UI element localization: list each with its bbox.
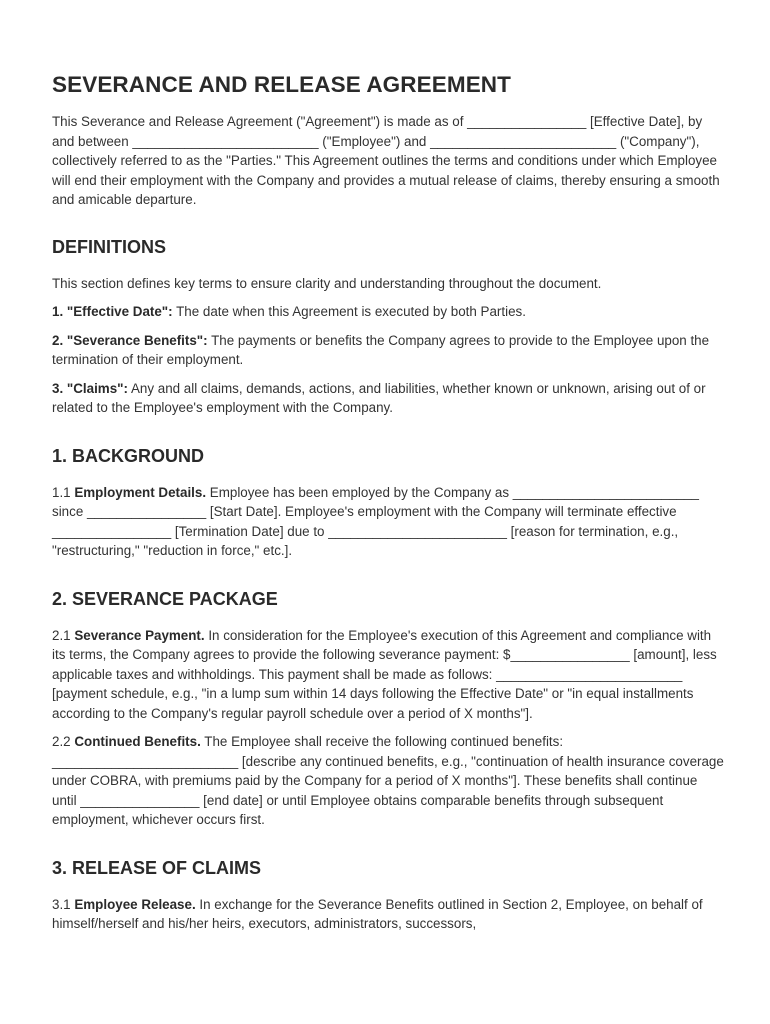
clause-term: Continued Benefits. (74, 734, 201, 749)
clause-paragraph (52, 483, 724, 561)
definitions-heading: DEFINITIONS (52, 236, 167, 257)
clause-term: Employee Release. (74, 896, 196, 912)
clause-paragraph (52, 895, 724, 934)
definition-term: 1. "Effective Date": (52, 304, 173, 319)
clause-text: In consideration for the Employee's execution of this Agreement and compliance with its terms, the Company agrees to provide the following severance payment: $________________ [amount], less applicable taxes and withholdings. This payment shall be made as follows: _________________________ [payment schedule, e.g., "in a lump sum within 14 days following the Effective Date" or "in equal installments according to the Company's regular payroll schedule over a period of X months"]. (52, 627, 717, 721)
clause-term: Employment Details. (74, 484, 207, 500)
definition-text: Any and all claims, demands, actions, and liabilities, whether known or unknown, arising out of or related to the Employee's employment with the Company. (52, 380, 706, 415)
release-heading: 3. RELEASE OF CLAIMS (52, 857, 262, 878)
clause-text: Employee has been employed by the Company as _________________________ since ________________ [Start Date]. Employee's employment with the Company will terminate effective ________________ [Termination Date] due to ________________________ [reason for termination, e.g., "restructuring," "reduction in force," etc.]. (52, 484, 699, 558)
severance-section (52, 589, 724, 830)
document-page (52, 72, 724, 943)
release-section (52, 858, 724, 934)
clause-paragraph (52, 732, 724, 830)
severance-heading: 2. SEVERANCE PACKAGE (52, 588, 278, 609)
definition-item (52, 302, 724, 322)
clause-text: The Employee shall receive the following continued benefits: _________________________ [describe any continued benefits, e.g., "continuation of health insurance coverage under COBRA, with premiums paid by the Company for a period of X months"]. These benefits shall continue until ________________ [end date] or until Employee obtains comparable benefits through subsequent employment, whichever occurs first. (52, 734, 724, 827)
intro-paragraph: This Severance and Release Agreement ("Agreement") is made as of ________________ [Effective Date], by and between _________________________ ("Employee") and _________________________ ("Company"), collectively referred to as the "Parties." This Agreement outlines the terms and conditions under which Employee will end their employment with the Company and provides a mutual release of claims, thereby ensuring a smooth and amicable departure. (52, 114, 720, 207)
background-section (52, 446, 724, 561)
document-title: SEVERANCE AND RELEASE AGREEMENT (52, 72, 511, 97)
clause-text: In exchange for the Severance Benefits outlined in Section 2, Employee, on behalf of himself/herself and his/her heirs, executors, administrators, successors, (52, 896, 703, 931)
background-heading: 1. BACKGROUND (52, 445, 205, 466)
clause-number: 1.1 (52, 484, 75, 500)
definition-item (52, 331, 724, 370)
definitions-section (52, 237, 724, 418)
definition-text: The payments or benefits the Company agrees to provide to the Employee upon the termination of their employment. (52, 332, 710, 367)
clause-term: Severance Payment. (74, 627, 205, 643)
clause-paragraph (52, 626, 724, 724)
definition-term: 3. "Claims": (52, 380, 128, 396)
clause-number: 2.1 (52, 627, 75, 643)
clause-number: 2.2 (52, 734, 75, 749)
definitions-lead: This section defines key terms to ensure clarity and understanding throughout the document. (52, 275, 602, 291)
definition-item (52, 379, 724, 418)
definition-term: 2. "Severance Benefits": (52, 332, 208, 348)
clause-number: 3.1 (52, 896, 75, 912)
definition-text: The date when this Agreement is executed by both Parties. (172, 304, 526, 319)
